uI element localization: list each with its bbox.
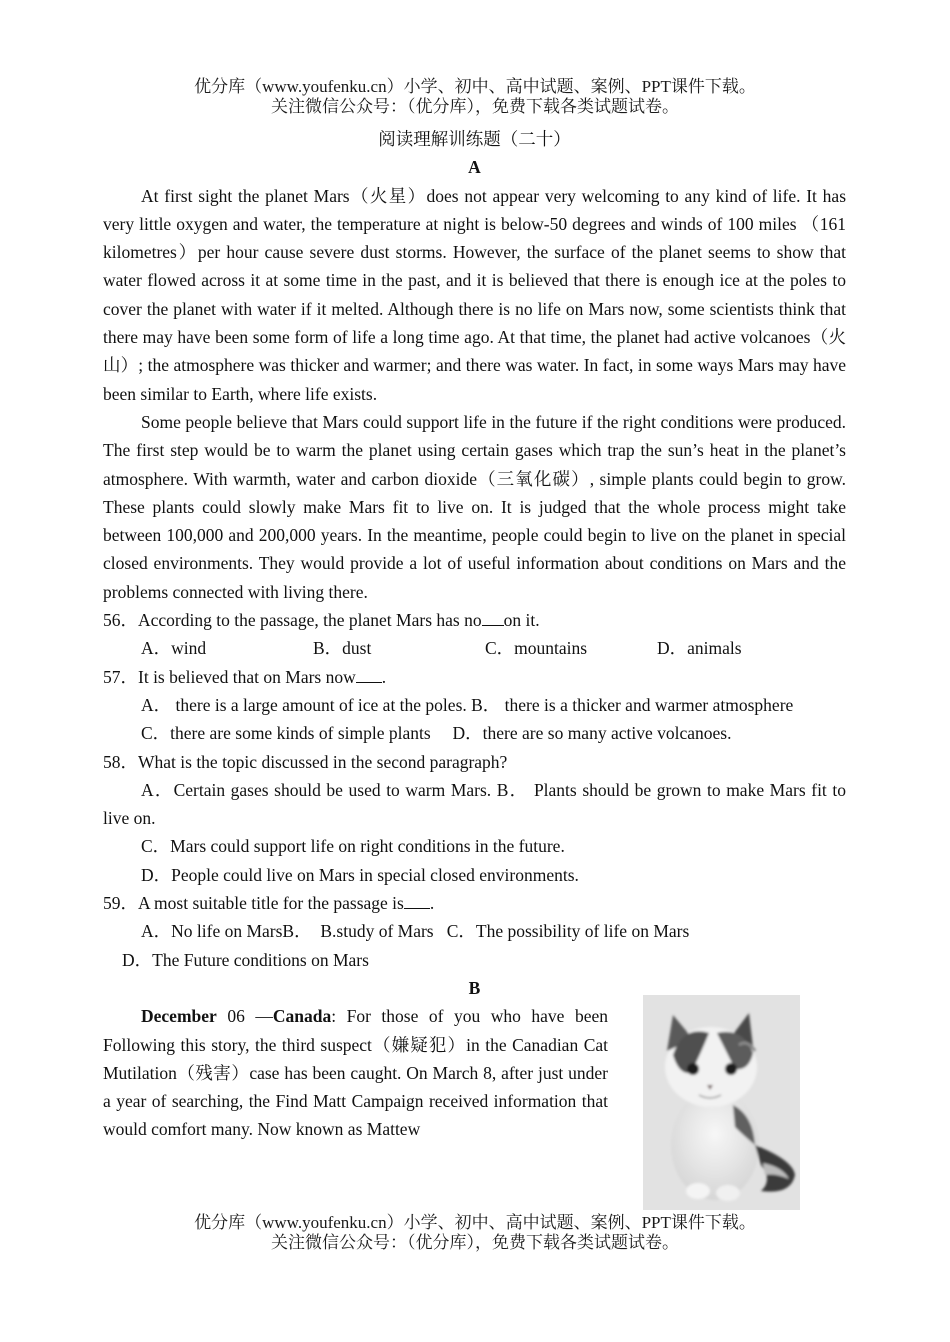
news-date-rest: 06 — — [216, 1006, 273, 1027]
q59-option-d: D．The Future conditions on Mars — [122, 949, 369, 970]
q57-options-cd: C．there are some kinds of simple plants D．there are so many active volcanoes. — [141, 723, 732, 744]
q56-option-c: C．mountains — [485, 638, 588, 659]
q56-option-d: D．animals — [657, 638, 742, 659]
q59-stem: 59．A most suitable title for the passage is — [103, 893, 404, 914]
content-body — [103, 125, 846, 1144]
q58-option-c: C．Mars could support life on right conditions in the future. — [141, 836, 565, 857]
news-place: Canada — [272, 1006, 332, 1027]
footer-line-2: 关注微信公众号：（优分库），免费下载各类试题试卷。 — [271, 1233, 679, 1252]
footer-line-1: 优分库（www.youfenku.cn）小学、初中、高中试题、案例、PPT课件下载。 — [194, 1213, 756, 1232]
passage-b-paragraph-1 — [103, 1002, 608, 1143]
doc-title: 阅读理解训练题（二十） — [378, 129, 571, 149]
q58-option-d: D．People could live on Mars in special closed environments. — [141, 864, 579, 885]
q57-stem: 57．It is believed that on Mars now — [103, 666, 356, 687]
q56-options — [103, 634, 846, 662]
section-b-label: B — [468, 977, 481, 998]
question-59 — [103, 889, 846, 917]
answer-blank — [482, 611, 504, 626]
q58-options-ab: A．Certain gases should be used to warm Mars. B． Plants should be grown to make Mars fit to live on. — [103, 779, 846, 829]
q57-options-ab: A． there is a large amount of ice at the poles. B． there is a thicker and warmer atmosphere — [141, 694, 794, 715]
answer-blank — [404, 894, 430, 909]
news-date: December — [141, 1006, 217, 1027]
question-58: 58．What is the topic discussed in the second paragraph? — [103, 751, 508, 772]
question-56 — [103, 606, 846, 634]
header-line-2: 关注微信公众号：（优分库），免费下载各类试题试卷。 — [271, 97, 679, 116]
section-a-label: A — [468, 157, 481, 178]
q59-stem-end: . — [429, 893, 435, 914]
answer-blank — [356, 668, 382, 683]
passage-a-paragraph-1: At first sight the planet Mars（火星）does not appear very welcoming to any kind of life. It has very little oxygen and water, the temperature at night is below-50 degrees and winds of 100 miles （161 kilometres）per hour cause severe dust storms. However, the surface of the planet seems to show that water flowed across it at some time in the past, and it is believed that there is enough ice at the poles to cover the planet with water if it melted. Although there is no life on Mars now, some scientists think that there may have been some form of life a long time ago. At that time, the planet had active volcanoes（火山）; the atmosphere was thicker and warmer; and there was water. In fact, in some ways Mars may have been similar to Earth, where life exists. — [103, 185, 846, 404]
q57-stem-end: . — [381, 666, 387, 687]
header-line-1: 优分库（www.youfenku.cn）小学、初中、高中试题、案例、PPT课件下载。 — [194, 77, 756, 96]
q56-stem-end: on it. — [503, 610, 540, 631]
q56-option-a: A．wind — [141, 638, 207, 659]
q56-stem: 56．According to the passage, the planet Mars has no — [103, 610, 482, 631]
news-text: : For those of you who have been Following this story, the third suspect（嫌疑犯）in the Canadian Cat Mutilation（残害）case has been caught. On March 8, after just under a year of searching, the Find Matt Campaign received information that would comfort many. Now known as Mattew — [103, 1006, 608, 1140]
q59-options-abc: A．No life on MarsB． B.study of Mars C．The possibility of life on Mars — [141, 921, 690, 942]
page-header — [0, 77, 950, 117]
question-57 — [103, 663, 846, 691]
passage-a-paragraph-2: Some people believe that Mars could support life in the future if the right conditions were produced. The first step would be to warm the planet using certain gases which trap the sun’s heat in the planet’s atmosphere. With warmth, water and carbon dioxide（三氧化碳）, simple plants could begin to grow. These plants could slowly make Mars fit to live on. It is judged that the whole process might take between 100,000 and 200,000 years. In the meantime, people could begin to live on the planet in special closed environments. They would provide a lot of useful information about conditions on Mars and the problems connected with living there. — [103, 411, 846, 602]
q56-option-b: B．dust — [313, 638, 372, 659]
page-footer — [0, 1213, 950, 1253]
kitten-photo — [643, 995, 800, 1210]
